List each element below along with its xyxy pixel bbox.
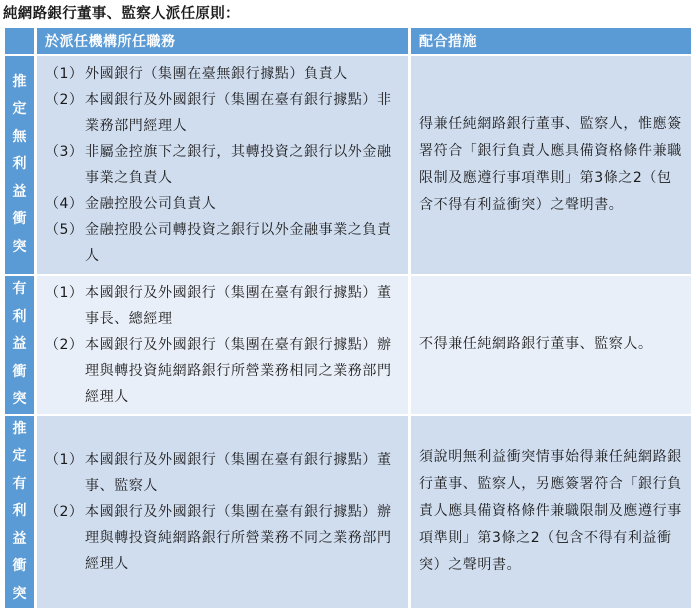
measure-cell: 得兼任純網路銀行董事、監察人，惟應簽署符合「銀行負責人應具備資格條件兼職限制及應遵行事項準則」第3條之2（包含不得有利益衝突）之聲明書。 [411, 56, 691, 274]
item-number: （2） [45, 92, 84, 108]
item-number: （5） [45, 222, 84, 238]
item-text: 本國銀行及外國銀行（集團在臺有銀行據點）辦理與轉投資純網路銀行所營業務不同之業務部門經理人 [85, 503, 392, 572]
header-measures: 配合措施 [411, 28, 691, 54]
header-category [5, 28, 34, 54]
item-text: 本國銀行及外國銀行（集團在臺有銀行據點）董事長、總經理 [85, 284, 392, 327]
item-text: 金融控股公司負責人 [85, 196, 217, 212]
item-text: 本國銀行及外國銀行（集團在臺有銀行據點）非業務部門經理人 [85, 92, 392, 134]
item-number: （1） [45, 451, 84, 468]
list-item [45, 191, 402, 217]
list-item [45, 447, 402, 499]
category-label: 推 定 無 利 益 衝 突 [12, 73, 27, 255]
category-label: 推 定 有 利 益 衝 突 [12, 420, 27, 602]
item-number: （2） [45, 503, 84, 520]
item-text: 非屬金控旗下之銀行，其轉投資之銀行以外金融事業之負責人 [85, 144, 392, 186]
header-positions: 於派任機構所任職務 [37, 28, 408, 54]
item-number: （4） [45, 196, 84, 212]
table-row-presumed-no-conflict [5, 56, 691, 274]
item-number: （1） [45, 284, 84, 301]
category-cell [5, 276, 34, 414]
measure-cell: 須說明無利益衝突情事始得兼任純網路銀行董事、監察人，另應簽署符合「銀行負責人應具備資格條件兼職限制及應遵行事項準則」第3條之2（包含不得有利益衝突）之聲明書。 [411, 416, 691, 609]
table-row-presumed-conflict [5, 416, 691, 609]
category-label: 有 利 益 衝 突 [12, 281, 27, 407]
item-number: （2） [45, 336, 84, 353]
item-text: 本國銀行及外國銀行（集團在臺有銀行據點）董事、監察人 [85, 451, 392, 494]
list-item [45, 332, 402, 410]
category-cell [5, 56, 34, 274]
table-header-row [5, 28, 691, 54]
list-item [45, 280, 402, 332]
list-item [45, 61, 402, 87]
document-title: 純網路銀行董事、監察人派任原則： [3, 6, 240, 22]
positions-cell [37, 56, 408, 274]
list-item [45, 87, 402, 139]
item-text: 外國銀行（集團在臺無銀行據點）負責人 [85, 66, 348, 82]
appointment-policy-table [2, 26, 694, 610]
list-item [45, 217, 402, 269]
item-text: 本國銀行及外國銀行（集團在臺有銀行據點）辦理與轉投資純網路銀行所營業務相同之業務部門經理人 [85, 336, 392, 405]
item-number: （1） [45, 66, 84, 82]
positions-cell [37, 276, 408, 414]
positions-cell [37, 416, 408, 609]
item-number: （3） [45, 144, 84, 160]
list-item [45, 499, 402, 577]
table-row-conflict [5, 276, 691, 414]
category-cell [5, 416, 34, 609]
measure-cell: 不得兼任純網路銀行董事、監察人。 [411, 276, 691, 414]
item-text: 金融控股公司轉投資之銀行以外金融事業之負責人 [85, 222, 392, 264]
list-item [45, 139, 402, 191]
